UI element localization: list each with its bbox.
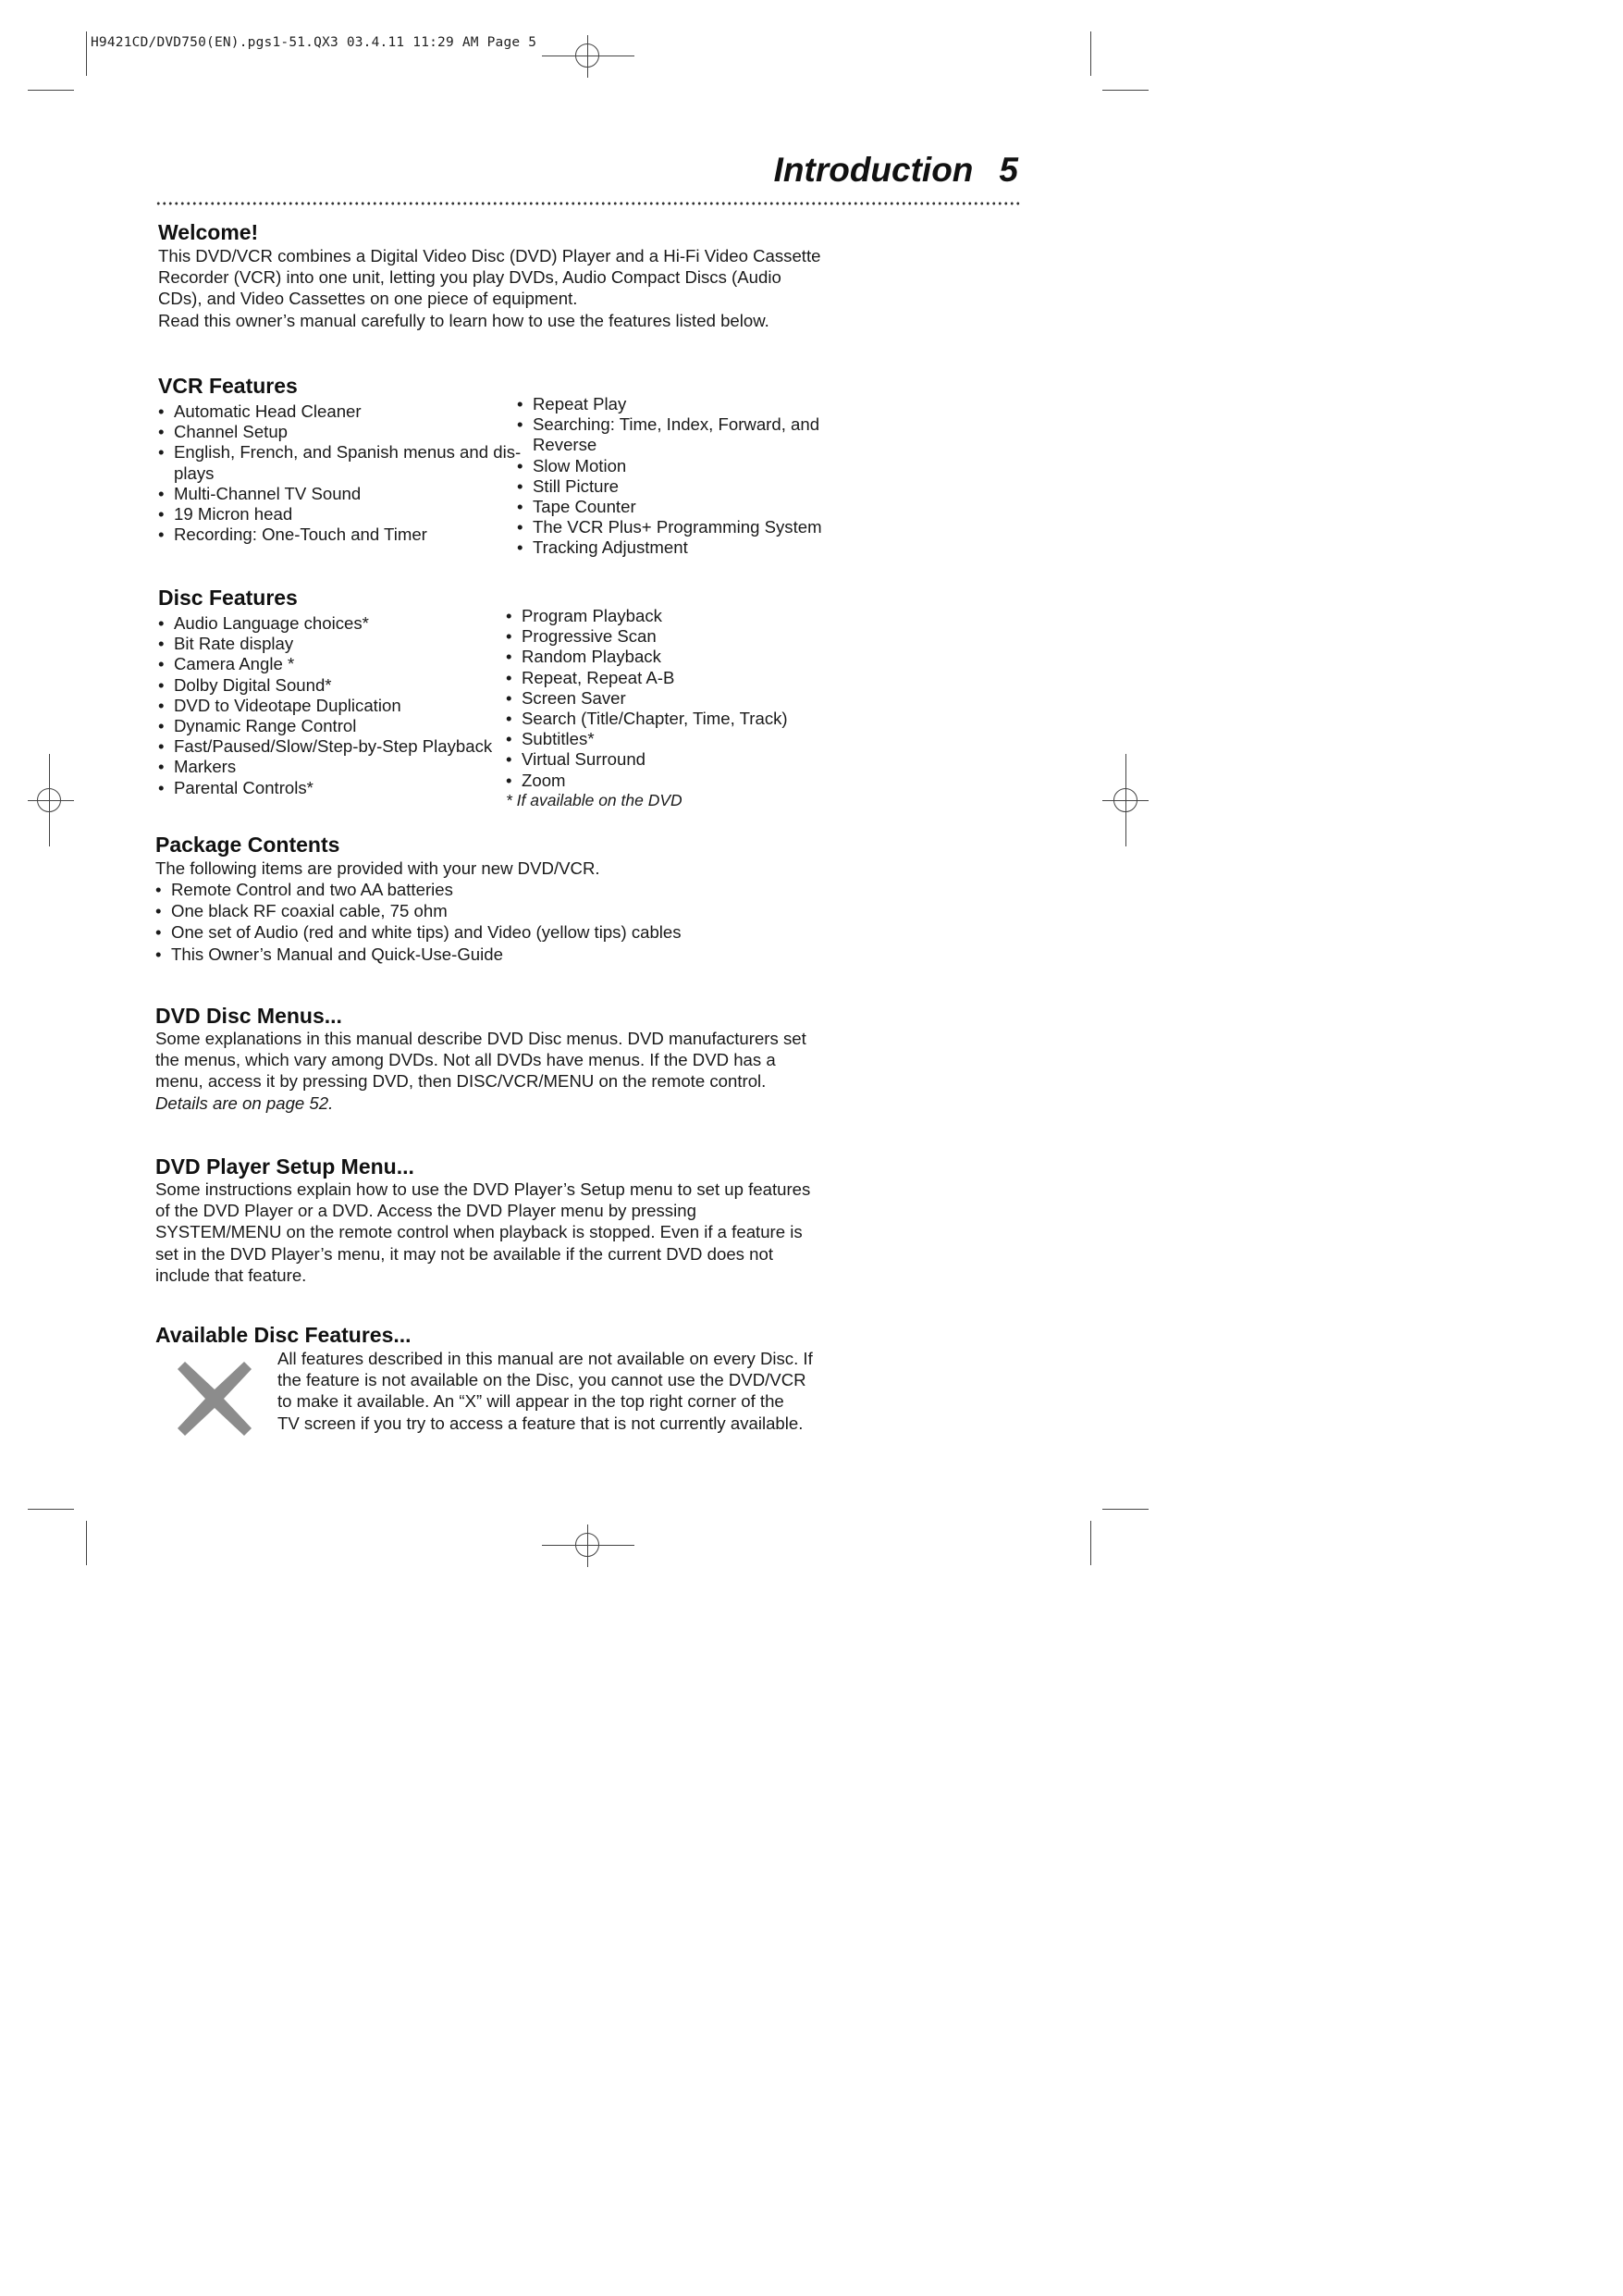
vcr-features-right-list [517, 394, 822, 559]
list-item: • Automatic Head Cleaner [158, 401, 521, 422]
list-item: • Dynamic Range Control [158, 716, 492, 736]
welcome-line: Read this owner’s manual carefully to learn how to use the features listed below. [158, 310, 769, 330]
list-item: • Zoom [506, 771, 788, 791]
paragraph-line: TV screen if you try to access a feature that is not currently available. [277, 1413, 804, 1433]
dvd-player-setup-text [155, 1179, 810, 1286]
print-slug: H9421CD/DVD750(EN).pgs1-51.QX3 03.4.11 11:29 AM Page 5 [91, 35, 537, 50]
paragraph-line: All features described in this manual are not available on every Disc. If [277, 1349, 813, 1368]
list-item: • Screen Saver [506, 688, 788, 709]
disc-features-right-list [506, 606, 788, 791]
list-item-text: Searching: Time, Index, Forward, and [533, 414, 820, 435]
list-item: • DVD to Videotape Duplication [158, 696, 492, 716]
list-item: • Audio Language choices* [158, 613, 492, 634]
list-item: • Bit Rate display [158, 634, 492, 654]
paragraph-line: SYSTEM/MENU on the remote control when playback is stopped. Even if a feature is [155, 1222, 803, 1242]
list-item: • Slow Motion [517, 456, 822, 476]
list-item: • Fast/Paused/Slow/Step-by-Step Playback [158, 736, 492, 757]
dvd-disc-menus-heading: DVD Disc Menus... [155, 1004, 342, 1028]
available-disc-features-heading: Available Disc Features... [155, 1323, 412, 1347]
list-item: • Search (Title/Chapter, Time, Track) [506, 709, 788, 729]
paragraph-line: menu, access it by pressing DVD, then DISC/VCR/MENU on the remote control. [155, 1071, 767, 1092]
list-item [158, 442, 521, 483]
list-item: • Program Playback [506, 606, 788, 626]
availability-note: * If available on the DVD [506, 791, 682, 809]
paragraph-line: of the DVD Player or a DVD. Access the DVD Player menu by pressing [155, 1201, 696, 1221]
disc-features-left-list [158, 613, 492, 798]
list-item: • One set of Audio (red and white tips) and Video (yellow tips) cables [155, 921, 682, 943]
available-disc-features-text [277, 1348, 813, 1434]
list-item: • Random Playback [506, 647, 788, 667]
vcr-features-heading: VCR Features [158, 374, 298, 398]
page-title-text: Introduction [773, 151, 974, 189]
list-item: • Subtitles* [506, 729, 788, 749]
welcome-text [158, 245, 820, 331]
x-icon [176, 1360, 253, 1438]
list-item: • Multi-Channel TV Sound [158, 484, 521, 504]
vcr-features-left-list [158, 401, 521, 545]
list-item: • One black RF coaxial cable, 75 ohm [155, 900, 682, 921]
dvd-disc-menus-text [155, 1028, 806, 1114]
list-item: • Repeat Play [517, 394, 822, 414]
paragraph-line: include that feature. [155, 1265, 307, 1285]
list-item: • The VCR Plus+ Programming System [517, 517, 822, 537]
welcome-line: CDs), and Video Cassettes on one piece of equipment. [158, 289, 578, 309]
package-contents-heading: Package Contents [155, 833, 340, 857]
disc-features-heading: Disc Features [158, 586, 298, 610]
page-title [774, 151, 1018, 190]
list-item: • 19 Micron head [158, 504, 521, 525]
list-item: • Virtual Surround [506, 749, 788, 770]
list-item: • Progressive Scan [506, 626, 788, 647]
paragraph-line: the menus, which vary among DVDs. Not all DVDs have menus. If the DVD has a [155, 1050, 776, 1070]
list-item: • Markers [158, 757, 492, 777]
list-item: • Tracking Adjustment [517, 537, 822, 558]
list-item: • Repeat, Repeat A-B [506, 668, 788, 688]
list-item: • Still Picture [517, 476, 822, 497]
page-number: 5 [999, 151, 1018, 189]
list-item: • Tape Counter [517, 497, 822, 517]
list-item-continuation: Reverse [533, 435, 597, 455]
list-item: • Recording: One-Touch and Timer [158, 525, 521, 545]
list-item: • Parental Controls* [158, 778, 492, 798]
list-item: • Camera Angle * [158, 654, 492, 674]
paragraph-line: set in the DVD Player’s menu, it may not be available if the current DVD does not [155, 1243, 773, 1264]
package-contents-list [155, 879, 682, 965]
paragraph-line: Some explanations in this manual describe DVD Disc menus. DVD manufacturers set [155, 1029, 806, 1048]
welcome-line: Recorder (VCR) into one unit, letting you play DVDs, Audio Compact Discs (Audio [158, 267, 781, 288]
paragraph-line: the feature is not available on the Disc, you cannot use the DVD/VCR [277, 1370, 806, 1390]
list-item-text: English, French, and Spanish menus and dis- [174, 442, 522, 463]
list-item: • Channel Setup [158, 422, 521, 442]
page-reference: Details are on page 52. [155, 1092, 334, 1113]
dvd-player-setup-heading: DVD Player Setup Menu... [155, 1154, 414, 1179]
paragraph-line: to make it available. An “X” will appear in the top right corner of the [277, 1391, 784, 1412]
list-item: • Remote Control and two AA batteries [155, 879, 682, 900]
list-item: • This Owner’s Manual and Quick-Use-Guide [155, 944, 682, 965]
welcome-line: This DVD/VCR combines a Digital Video Disc (DVD) Player and a Hi-Fi Video Cassette [158, 246, 821, 265]
welcome-heading: Welcome! [158, 220, 259, 244]
list-item-continuation: plays [174, 463, 215, 483]
list-item [517, 414, 822, 455]
dotted-divider [155, 201, 1021, 206]
package-contents-intro: The following items are provided with your new DVD/VCR. [155, 858, 600, 878]
list-item: • Dolby Digital Sound* [158, 675, 492, 696]
paragraph-line: Some instructions explain how to use the DVD Player’s Setup menu to set up features [155, 1179, 811, 1199]
